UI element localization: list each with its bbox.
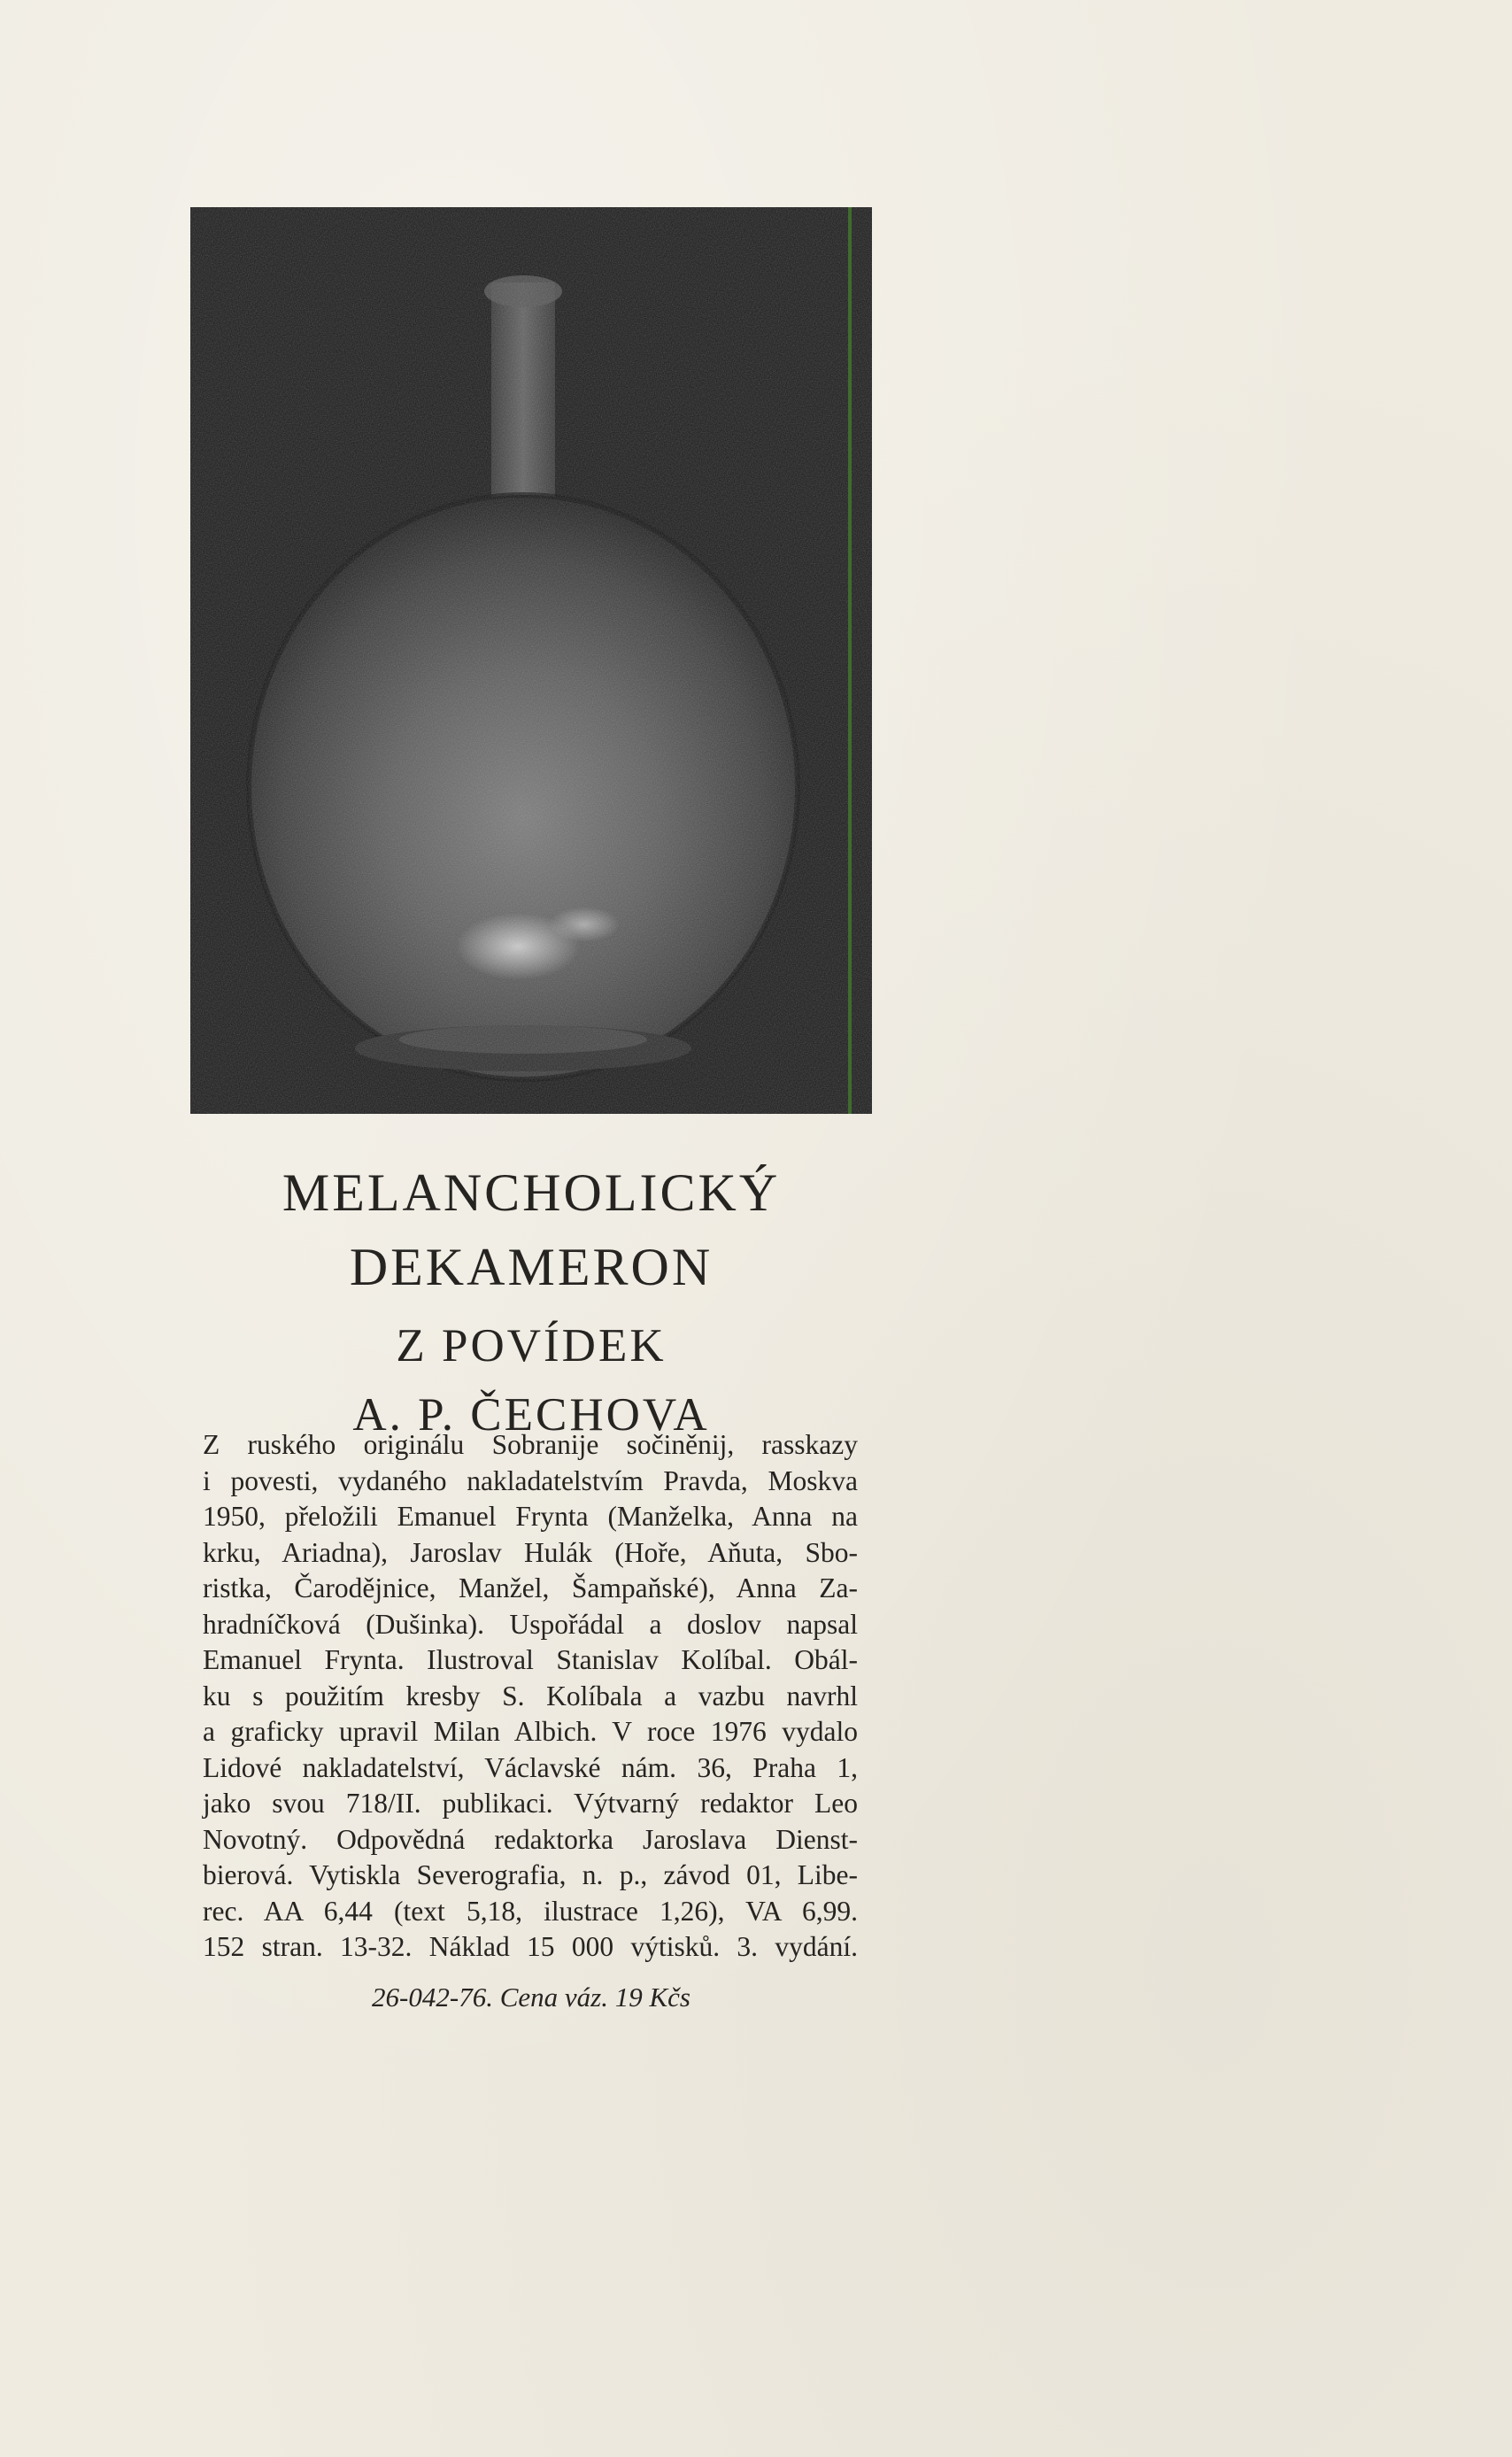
colophon-line: a graficky upravil Milan Albich. V roce 1976 vydalo [203, 1716, 858, 1747]
colophon-line: krku, Ariadna), Jaroslav Hulák (Hoře, Aňuta, Sbo- [203, 1536, 858, 1568]
title-block [190, 1155, 872, 1449]
green-edge-line [848, 207, 852, 1114]
colophon-text [203, 1427, 858, 1966]
subtitle-line-1: Z POVÍDEK [396, 1320, 667, 1371]
colophon-line: i povesti, vydaného nakladatelstvím Pravda, Moskva [203, 1464, 858, 1496]
price-line: 26-042-76. Cena váz. 19 Kčs [372, 1982, 690, 2013]
colophon-line: ristka, Čarodějnice, Manžel, Šampaňské), Anna Za- [203, 1572, 858, 1603]
colophon-line: Novotný. Odpovědná redaktorka Jaroslava Dienst- [203, 1823, 858, 1855]
subtitle-line-2: A. P. ČECHOVA [352, 1389, 710, 1441]
colophon-line: Emanuel Frynta. Ilustroval Stanislav Kolíbal. Obál- [203, 1644, 858, 1675]
colophon-line: 152 stran. 13-32. Náklad 15 000 výtisků. 3. vydání. [203, 1931, 858, 1962]
colophon-line: Lidové nakladatelství, Václavské nám. 36, Praha 1, [203, 1751, 858, 1783]
colophon-line: Z ruského originálu Sobranije sočiněnij, rasskazy [203, 1429, 858, 1460]
colophon-line: 1950, přeložili Emanuel Frynta (Manželka, Anna na [203, 1501, 858, 1532]
flask-drawing [190, 207, 872, 1114]
flask-illustration [190, 207, 872, 1114]
colophon-line: rec. AA 6,44 (text 5,18, ilustrace 1,26), VA 6,99. [203, 1895, 858, 1927]
colophon-line: bierová. Vytiskla Severografia, n. p., závod 01, Libe- [203, 1859, 858, 1890]
title-line-2: DEKAMERON [349, 1238, 714, 1296]
colophon-line: hradníčková (Dušinka). Uspořádal a doslov napsal [203, 1608, 858, 1640]
title-line-1: MELANCHOLICKÝ [282, 1163, 781, 1222]
colophon-line: jako svou 718/II. publikaci. Výtvarný redaktor Leo [203, 1788, 858, 1819]
colophon-line: ku s použitím kresby S. Kolíbala a vazbu navrhl [203, 1680, 858, 1711]
